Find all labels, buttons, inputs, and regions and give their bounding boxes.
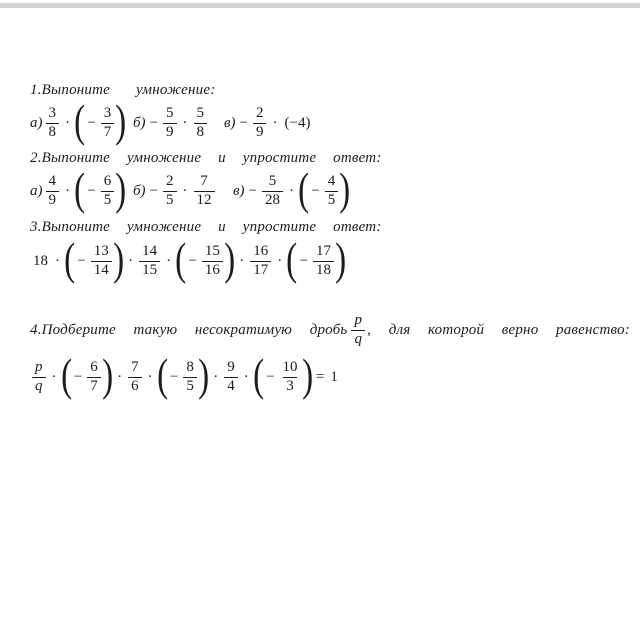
number-token: 18: [33, 252, 48, 269]
minus-sign: −: [149, 114, 159, 131]
heading-word: для: [388, 321, 411, 338]
fraction-denominator: 8: [194, 123, 208, 141]
open-paren-icon: (: [175, 233, 187, 284]
open-paren-icon: (: [252, 349, 264, 400]
fraction-denominator: 9: [163, 123, 177, 141]
heading-word: несократимую: [194, 321, 293, 338]
fraction: [280, 359, 301, 395]
close-paren-icon: ): [224, 233, 236, 284]
task1-expressions: [30, 95, 630, 146]
item-label: а): [30, 182, 43, 199]
task2-item-b: [133, 167, 217, 215]
fraction-denominator: 3: [283, 377, 297, 395]
fraction-denominator: q: [32, 377, 46, 395]
parenthesized-group: [74, 163, 127, 214]
parenthesized-group: [156, 349, 210, 400]
close-paren-icon: ): [112, 233, 124, 284]
fraction-phrase: [310, 312, 371, 348]
open-paren-icon: (: [286, 233, 298, 284]
fraction-numerator: 16: [253, 243, 269, 260]
number-token: (−4): [284, 114, 311, 131]
fraction-numerator: 6: [103, 173, 112, 190]
minus-sign: −: [311, 182, 320, 199]
fraction: [202, 243, 223, 279]
parenthesized-group: [298, 163, 351, 214]
fraction: [32, 359, 46, 395]
math-expression: [246, 163, 351, 214]
math-expression: [30, 233, 347, 284]
fraction: [262, 173, 283, 209]
minus-sign: −: [239, 114, 248, 131]
minus-sign: −: [73, 368, 83, 385]
task1-item-b: [133, 100, 209, 146]
fraction-denominator: 9: [46, 191, 60, 209]
fraction-numerator: 15: [204, 243, 220, 260]
math-expression: [147, 173, 217, 209]
fraction-denominator: 8: [46, 123, 60, 141]
fraction-denominator: 12: [194, 191, 215, 209]
task1-heading: 1.Выпоните умножение:: [30, 82, 216, 98]
math-expression: [44, 163, 127, 214]
fraction: [139, 243, 160, 279]
top-divider-rule: [0, 3, 640, 8]
number-token: 1: [330, 368, 338, 385]
fraction: [313, 243, 334, 279]
task1-item-a: [30, 95, 127, 146]
fraction-denominator: 17: [250, 261, 271, 279]
fraction-denominator: 15: [139, 261, 160, 279]
multiply-dot: ·: [288, 182, 294, 199]
task2-item-v: [233, 163, 351, 215]
minus-sign: −: [149, 182, 159, 199]
task1-item-v: [224, 100, 313, 146]
open-paren-icon: (: [298, 163, 310, 214]
heading-word: 4.Подберите: [30, 321, 116, 338]
fraction-denominator: q: [351, 330, 365, 348]
fraction: [183, 359, 197, 395]
fraction-numerator: 6: [90, 359, 98, 376]
open-paren-icon: (: [156, 349, 168, 400]
multiply-dot: ·: [51, 368, 57, 385]
heading-word: которой: [428, 321, 485, 338]
task3-heading: 3.Выпоните умножение и упростите ответ:: [30, 219, 382, 235]
equals-sign: =: [315, 368, 325, 385]
heading-word: такую: [133, 321, 178, 338]
task2-item-a: [30, 163, 127, 215]
fraction-denominator: 14: [91, 261, 112, 279]
task3-expression: [30, 233, 347, 284]
fraction: [91, 243, 112, 279]
multiply-dot: ·: [65, 182, 70, 199]
fraction-denominator: 5: [325, 191, 339, 209]
multiply-dot: ·: [128, 252, 134, 269]
fraction: [253, 105, 267, 141]
math-expression: [147, 105, 209, 141]
fraction-numerator: p: [354, 312, 363, 329]
item-label: б): [133, 114, 146, 131]
minus-sign: −: [169, 368, 179, 385]
fraction-numerator: 5: [166, 105, 174, 122]
task4-equation-row: [30, 349, 630, 402]
comma: ,: [367, 321, 372, 338]
fraction-numerator: 2: [255, 105, 264, 122]
fraction-denominator: 7: [87, 377, 101, 395]
multiply-dot: ·: [243, 368, 249, 385]
fraction-denominator: 5: [163, 191, 177, 209]
close-paren-icon: ): [115, 163, 127, 214]
open-paren-icon: (: [74, 95, 86, 146]
fraction: [224, 359, 238, 395]
math-expression: [237, 105, 314, 141]
multiply-dot: ·: [147, 368, 153, 385]
item-label: б): [133, 182, 146, 199]
item-label: в): [233, 182, 245, 199]
fraction: [194, 105, 208, 141]
item-label: а): [30, 114, 43, 131]
heading-word: дробь: [309, 321, 348, 338]
multiply-dot: ·: [65, 114, 70, 131]
fraction-denominator: 16: [202, 261, 223, 279]
multiply-dot: ·: [277, 252, 283, 269]
parenthesized-group: [64, 233, 124, 284]
minus-sign: −: [77, 252, 86, 269]
fraction-denominator: 18: [313, 261, 334, 279]
minus-sign: −: [188, 252, 197, 269]
task2-heading: 2.Выпоните умножение и упростите ответ:: [30, 150, 382, 166]
fraction-numerator: 8: [186, 359, 194, 376]
multiply-dot: ·: [239, 252, 245, 269]
fraction-numerator: 5: [196, 105, 205, 122]
fraction: [163, 173, 177, 209]
multiply-dot: ·: [213, 368, 219, 385]
fraction-numerator: 5: [268, 173, 277, 190]
multiply-dot: ·: [182, 182, 188, 199]
fraction: [46, 105, 60, 141]
math-expression: [44, 95, 127, 146]
fraction-numerator: 13: [93, 243, 109, 260]
fraction-denominator: 5: [101, 191, 115, 209]
heading-word: верно: [501, 321, 539, 338]
close-paren-icon: ): [335, 233, 347, 284]
parenthesized-group: [74, 95, 127, 146]
multiply-dot: ·: [272, 114, 278, 131]
minus-sign: −: [248, 182, 257, 199]
fraction-numerator: 2: [166, 173, 174, 190]
fraction-numerator: 14: [142, 243, 158, 260]
fraction-numerator: 9: [227, 359, 235, 376]
heading-word: равенство:: [556, 321, 630, 338]
fraction-numerator: 4: [48, 173, 56, 190]
close-paren-icon: ): [301, 349, 313, 400]
fraction-denominator: 4: [224, 377, 238, 395]
fraction-numerator: 17: [316, 243, 332, 260]
multiply-dot: ·: [55, 252, 60, 269]
parenthesized-group: [175, 233, 236, 284]
minus-sign: −: [266, 368, 275, 385]
fraction-denominator: 9: [253, 123, 267, 141]
parenthesized-group: [252, 349, 313, 400]
task4-heading: [30, 308, 630, 352]
task4-equation: [30, 349, 341, 402]
fraction-denominator: 28: [262, 191, 283, 209]
task3-expression-row: [30, 233, 630, 284]
fraction-numerator: 4: [327, 173, 336, 190]
fraction-denominator: 6: [128, 377, 142, 395]
fraction: [250, 243, 271, 279]
minus-sign: −: [299, 252, 309, 269]
fraction-numerator: 3: [103, 105, 112, 122]
multiply-dot: ·: [117, 368, 123, 385]
fraction: [194, 173, 215, 209]
parenthesized-group: [60, 349, 113, 400]
item-label: в): [224, 114, 236, 131]
fraction-p-q: [351, 312, 365, 348]
minus-sign: −: [87, 114, 96, 131]
task2-expressions: [30, 163, 630, 215]
fraction: [101, 173, 115, 209]
multiply-dot: ·: [182, 114, 188, 131]
fraction-numerator: 7: [131, 359, 139, 376]
fraction: [325, 173, 339, 209]
fraction-numerator: 7: [200, 173, 208, 190]
close-paren-icon: ): [198, 349, 210, 400]
fraction: [163, 105, 177, 141]
fraction: [87, 359, 101, 395]
fraction: [101, 105, 115, 141]
fraction: [128, 359, 142, 395]
fraction: [46, 173, 60, 209]
close-paren-icon: ): [115, 95, 127, 146]
minus-sign: −: [87, 182, 96, 199]
fraction-numerator: 3: [48, 105, 56, 122]
fraction-numerator: p: [35, 359, 43, 376]
close-paren-icon: ): [101, 349, 113, 400]
open-paren-icon: (: [64, 233, 76, 284]
open-paren-icon: (: [60, 349, 72, 400]
parenthesized-group: [286, 233, 347, 284]
multiply-dot: ·: [166, 252, 172, 269]
open-paren-icon: (: [74, 163, 86, 214]
math-expression: [30, 349, 341, 400]
fraction-denominator: 7: [101, 123, 115, 141]
fraction-numerator: 10: [282, 359, 298, 376]
close-paren-icon: ): [339, 163, 351, 214]
fraction-denominator: 5: [183, 377, 197, 395]
